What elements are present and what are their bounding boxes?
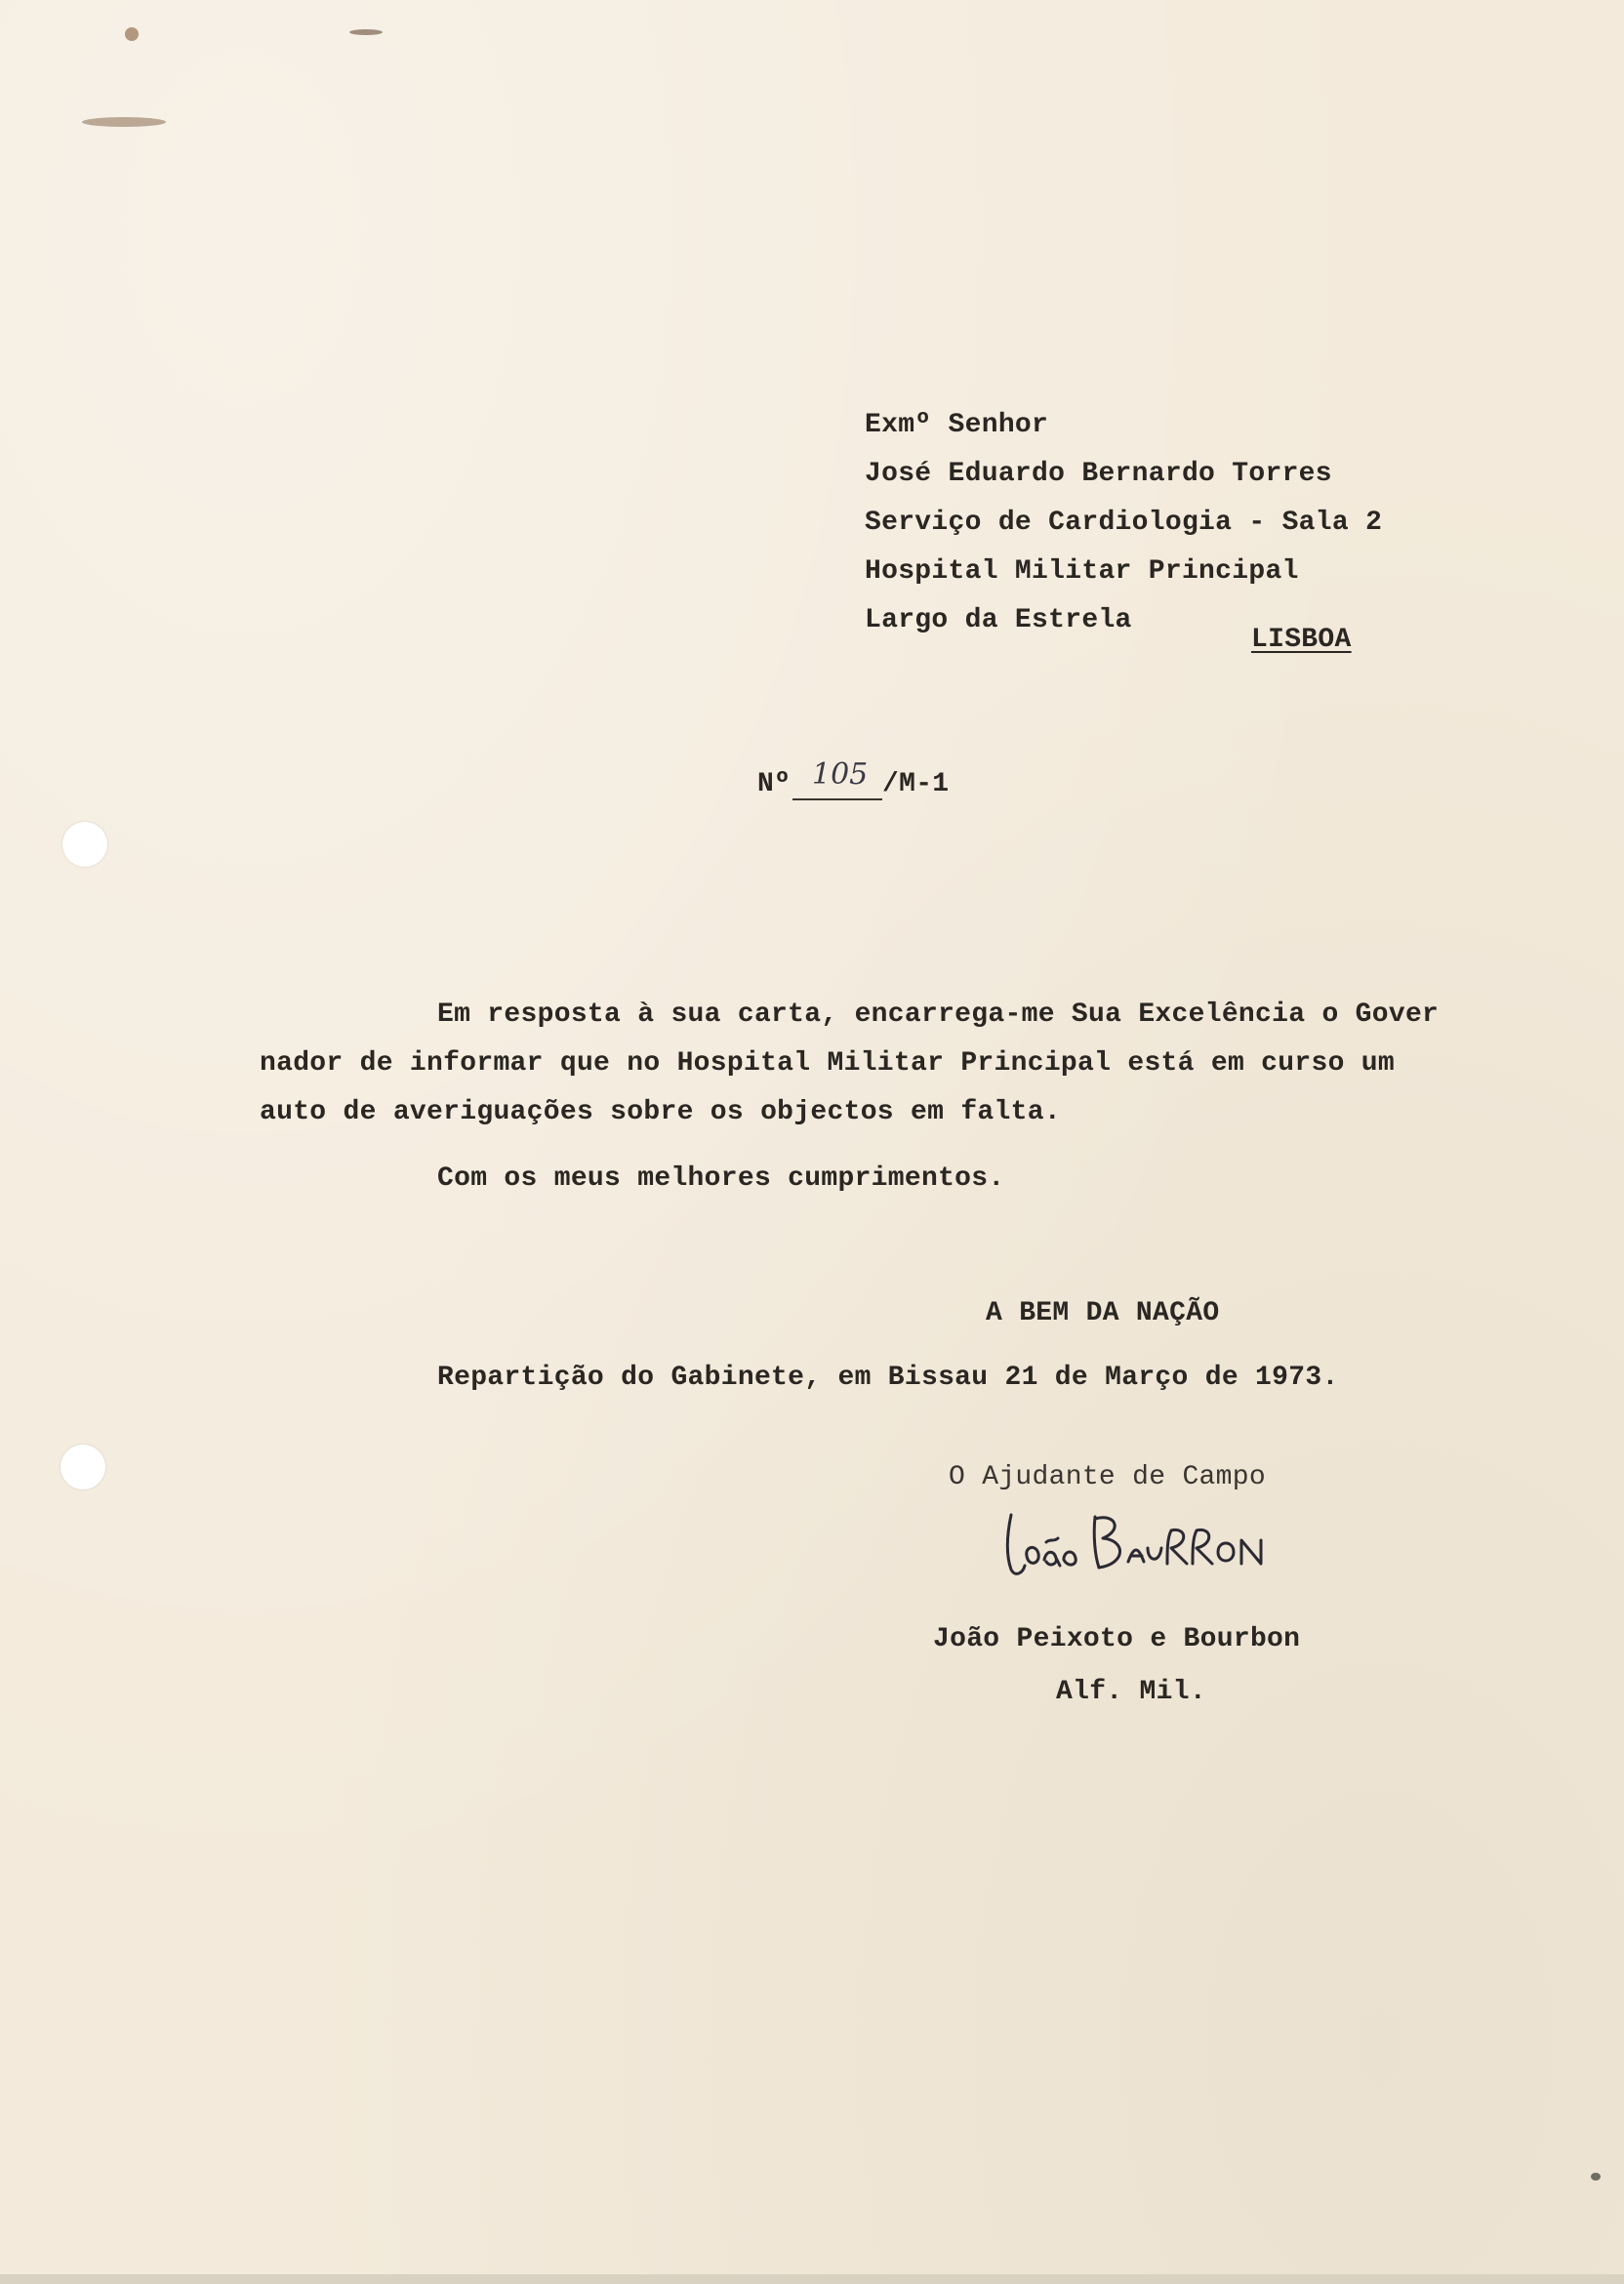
body-line-3: auto de averiguações sobre os objectos em falta. <box>260 1097 1061 1127</box>
motto: A BEM DA NAÇÃO <box>986 1298 1220 1328</box>
recipient-street: Largo da Estrela <box>865 605 1132 635</box>
recipient-salutation: Exmº Senhor <box>865 410 1049 440</box>
body-line-2: nador de informar que no Hospital Militar Principal está em curso um <box>260 1048 1395 1079</box>
recipient-name: José Eduardo Bernardo Torres <box>865 459 1332 489</box>
rust-stain <box>125 27 139 41</box>
signatory-name: João Peixoto e Bourbon <box>933 1624 1301 1654</box>
signatory-role: O Ajudante de Campo <box>949 1462 1266 1492</box>
body-line-1: Em resposta à sua carta, encarrega-me Sua Excelência o Gover <box>437 999 1440 1030</box>
signatory-rank: Alf. Mil. <box>1056 1677 1206 1707</box>
staple-mark <box>82 117 166 127</box>
recipient-department: Serviço de Cardiologia - Sala 2 <box>865 508 1383 538</box>
punch-hole-bottom <box>61 1445 105 1489</box>
body-closing: Com os meus melhores cumprimentos. <box>437 1163 1005 1194</box>
rust-stain <box>349 29 383 35</box>
reference-handwritten-number: 105 <box>812 757 869 792</box>
handwritten-signature <box>1001 1509 1275 1587</box>
recipient-city: LISBOA <box>1251 625 1352 655</box>
place-date: Repartição do Gabinete, em Bissau 21 de Março de 1973. <box>437 1363 1339 1393</box>
punch-hole-top <box>62 822 107 867</box>
reference-prefix: Nº <box>757 769 792 799</box>
ink-dot <box>1591 2173 1601 2181</box>
reference-suffix: /M-1 <box>882 769 950 799</box>
recipient-institution: Hospital Militar Principal <box>865 556 1299 587</box>
reference-number-line <box>792 798 882 800</box>
